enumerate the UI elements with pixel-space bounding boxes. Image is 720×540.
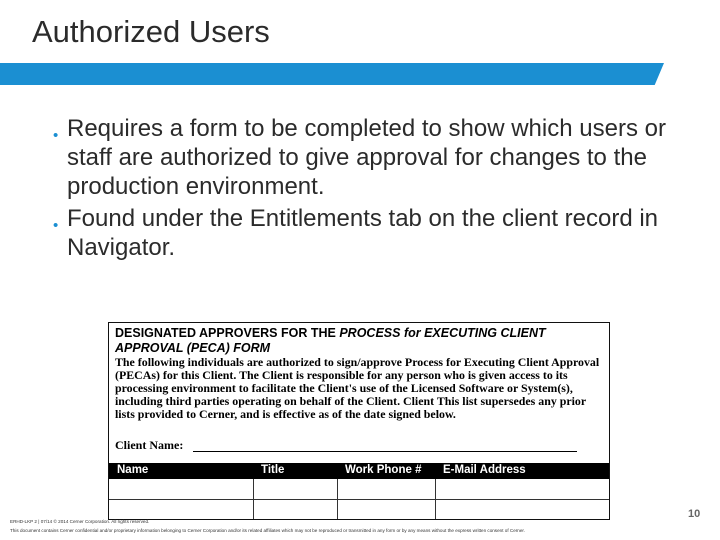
slide-title: Authorized Users [32, 14, 270, 49]
table-column-divider [253, 479, 254, 519]
footer-confidentiality: This document contains Cerner confidential and/or proprietary information belonging to Cerner Corporation and/or its related affiliates which may not be reproduced or transmitted in any form or by any means without the express written consent of Cerner. [10, 528, 525, 533]
bullet-item [50, 114, 670, 201]
footer-copyright: ERHD-LKP 2 | 07/14 © 2014 Cerner Corporation. All rights reserved. [10, 519, 150, 524]
title-accent-bar [0, 63, 664, 85]
table-column-divider [435, 479, 436, 519]
form-body-text: The following individuals are authorized to sign/approve Process for Executing Client Approval (PECAs) for this Client. The Client is responsible for any person who is given access to its processing environment to facilitate the Client's use of the Licensed Software or System(s), including third parties operating on behalf of the Client. Client This list supersedes any prior lists provided to Cerner, and is effective as of the date signed below. [115, 355, 600, 422]
bullet-icon: • [53, 127, 59, 144]
bullet-item [50, 204, 670, 262]
column-header-title: Title [261, 464, 285, 476]
approver-table-header [109, 463, 609, 479]
form-heading [115, 326, 603, 356]
peca-form-image [108, 322, 610, 520]
bullet-icon: • [53, 217, 59, 234]
client-name-label: Client Name: [115, 438, 184, 452]
client-name-line [193, 451, 577, 452]
column-header-name: Name [117, 464, 149, 476]
column-header-work-phone: Work Phone # [345, 464, 422, 476]
form-heading-italic: PROCESS for EXECUTING CLIENT APPROVAL (PECA) FORM [115, 326, 546, 355]
bullet-list [50, 114, 670, 265]
page-number: 10 [688, 508, 701, 520]
form-heading-text: DESIGNATED APPROVERS FOR THE [115, 326, 340, 340]
table-column-divider [337, 479, 338, 519]
table-row-divider [109, 499, 609, 500]
bullet-text: Requires a form to be completed to show which users or staff are authorized to give approval for changes to the production environment. [67, 115, 666, 200]
column-header-email: E-Mail Address [443, 464, 526, 476]
bullet-text: Found under the Entitlements tab on the client record in Navigator. [67, 205, 659, 261]
